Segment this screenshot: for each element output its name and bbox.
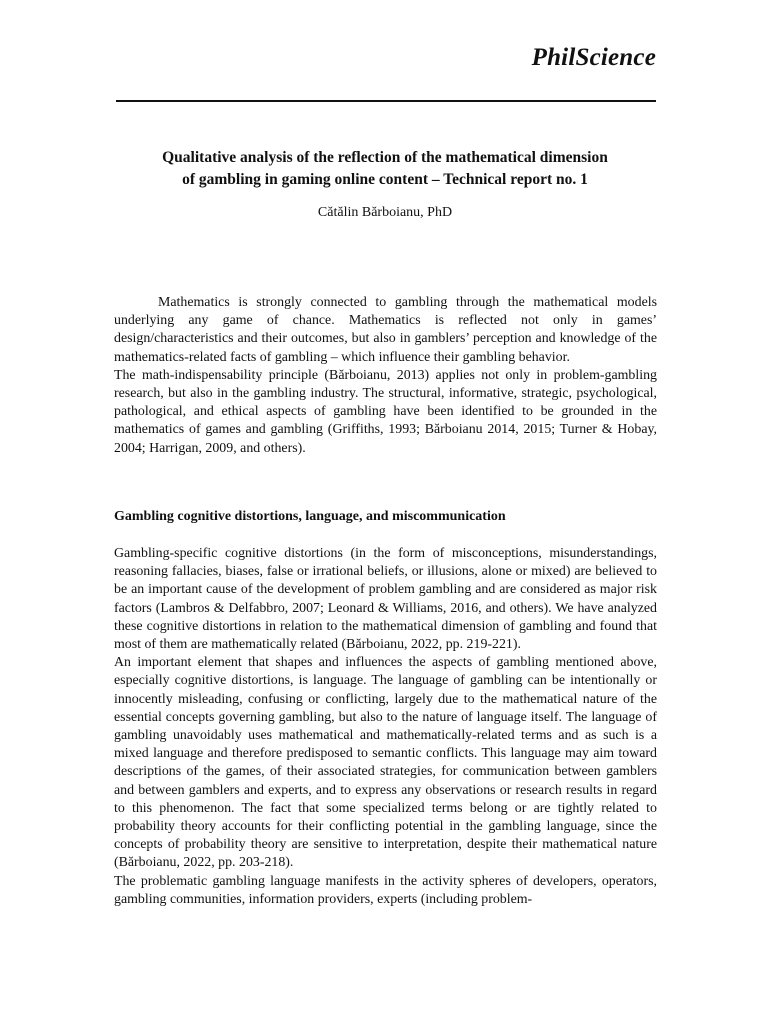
- intro-section: [114, 294, 657, 458]
- title-line-2: of gambling in gaming online content – Technical report no. 1: [182, 171, 588, 188]
- section-paragraph-2: An important element that shapes and influences the aspects of gambling mentioned above, especially cognitive distortions, is language. The language of gambling can be intentionally or innocently misleading, confusing or conflicting, largely due to the mathematical nature of the essential concepts governing gambling, but also to the nature of language itself. The language of gambling unavoidably uses mathematical and mathematically-related terms and as such is a mixed language and therefore predisposed to semantic conflicts. This language may aim toward descriptions of the games, of their associated strategies, for communication between gamblers and between gamblers and experts, and to express any observations or research results in regard to this phenomenon. The fact that some specialized terms belong or are tightly related to probability theory accounts for their conflicting potential in the gambling language, since the concepts of probability theory are sensitive to interpretation, despite their mathematical nature (Bărboianu, 2022, pp. 203-218).: [114, 655, 657, 871]
- title-line-1: Qualitative analysis of the reflection of the mathematical dimension: [162, 149, 608, 166]
- section-body: [114, 545, 657, 909]
- section-heading: Gambling cognitive distortions, language, and miscommunication: [114, 509, 506, 524]
- header-rule: [116, 100, 656, 102]
- paper-title: [100, 147, 670, 191]
- author-name: Cătălin Bărboianu, PhD: [317, 205, 453, 220]
- section-paragraph-1: Gambling-specific cognitive distortions (in the form of misconceptions, misunderstandings, reasoning fallacies, biases, false or irrational beliefs, or illusions, alone or mixed) are believed to be an important cause of the development of problem gambling and are considered as major risk factors (Lambros & Delfabbro, 2007; Leonard & Williams, 2016, and others). We have analyzed these cognitive distortions in relation to the mathematical dimension of gambling and found that most of them are mathematically related (Bărboianu, 2022, pp. 219-221).: [114, 546, 657, 653]
- journal-name: PhilScience: [531, 44, 656, 71]
- intro-paragraph-1: Mathematics is strongly connected to gambling through the mathematical models underlying any game of chance. Mathematics is reflected not only in games’ design/characteristics and their outcomes, but also in gamblers’ perception and knowledge of the mathematics-related facts of gambling – which influence their gambling behavior.: [114, 295, 657, 365]
- section-paragraph-3: The problematic gambling language manifests in the activity spheres of developers, operators, gambling communities, information providers, experts (including problem-: [114, 873, 657, 907]
- intro-paragraph-2: The math-indispensability principle (Bărboianu, 2013) applies not only in problem-gambling research, but also in the gambling industry. The structural, informative, strategic, psychological, pathological, and ethical aspects of gambling have been identified to be grounded in the mathematics of games and gambling (Griffiths, 1993; Bărboianu 2014, 2015; Turner & Hobay, 2004; Harrigan, 2009, and others).: [114, 367, 657, 456]
